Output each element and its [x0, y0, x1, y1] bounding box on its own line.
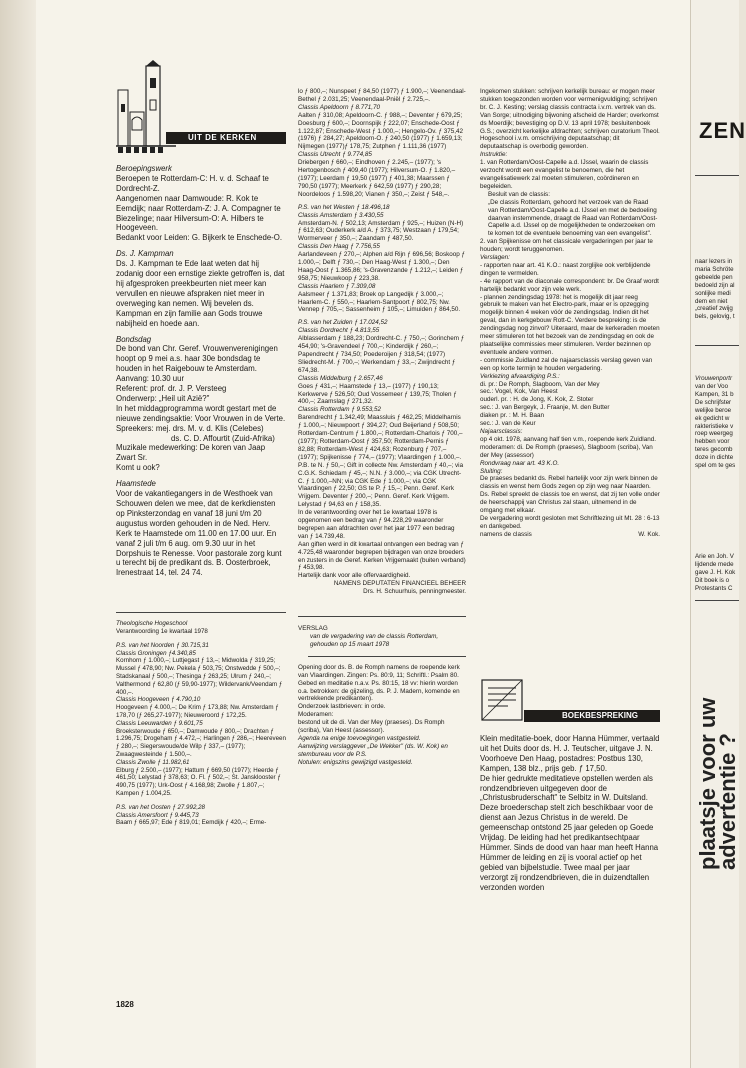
text-line: roep weergeg: [695, 430, 733, 438]
classis-title: Classis Dordrecht ƒ 4.813,55: [298, 327, 380, 335]
text-line: Onderwerp: „Heil uit Azië?": [116, 393, 210, 403]
paragraph: 1. van Rotterdam/Oost-Capelle a.d. IJssel, waarin de classis verzocht wordt een evangelist te benoemen, die het evangelisatiewerk zal moeten stimuleren, coördineren en begeleiden.: [480, 159, 649, 190]
paragraph: Beroepen te Rotterdam-C: H. v. d. Schaaf te Dordrecht-Z.: [116, 173, 269, 193]
text-line: ouderl. pr. : H. de Jong, K. Kok, Z. Stoter: [480, 396, 594, 404]
text-line: di. pr.: De Romph, Slagboom, Van der Mey: [480, 380, 600, 388]
classis-title: Classis Zwolle ƒ 11.982,61: [116, 758, 190, 766]
text-line: dem en niet: [695, 297, 728, 305]
paragraph: De praeses bedankt ds. Rebel hartelijk voor zijn werk binnen de classis en wenst hem Gods zegen op zijn weg naar Naarden.: [480, 475, 658, 491]
book-review-title: BOEKBESPREKING: [524, 710, 660, 722]
donation-list: Elburg ƒ 2.500,– (1977); Hattum ƒ 669,50 (1977); Heerde ƒ 461,50; Lelystad ƒ 378,63; O. Fl. ƒ 502,–; St. Jansklooster ƒ 490,75 (1977); Urk-Oost ƒ 4.168,98; Zwolle ƒ 1.807,–; Kampen ƒ 1.004,25.: [116, 766, 281, 797]
region-title: P.S. van het Westen ƒ 18.496,18: [298, 203, 390, 211]
divider: [695, 175, 739, 176]
text-line: Aanvang: 10.30 uur: [116, 374, 185, 384]
column-finance: [298, 88, 466, 767]
next-page-text: [695, 553, 735, 593]
text-line: Referent: prof. dr. J. P. Versteeg: [116, 384, 227, 394]
divider: [298, 616, 466, 617]
section-title: Beroepingswerk: [116, 164, 172, 173]
paragraph: op 4 okt. 1978, aanvang half tien v.m., roepende kerk Zuidland.: [480, 435, 656, 443]
paragraph: - commissie Zuidland zal de najaarsclassis verslag geven van een op korte termijn te houden vergadering.: [480, 356, 653, 372]
paragraph: Moderamen:: [298, 711, 334, 719]
text-line: sec.: J. van Bergeyk, J. Fraanje, M. den Butter: [480, 404, 610, 412]
divider: [695, 600, 739, 601]
paragraph: Gebed en meditatie n.a.v. Ps. 80:15, 18 vv: hierin worden o.a. betrokken: de gijzeling, ds. P. J. Madern, komende en vertrekkende predikanten).: [298, 679, 460, 703]
divider: [308, 656, 466, 657]
donation-list: Driebergen ƒ 660,–; Eindhoven ƒ 2.245,– (1977); 's Hertogenbosch ƒ 409,40 (1977); Hilversum-O. ƒ 1.820,– (1977); Leerdam ƒ 19,50 (1977) ƒ 401,38; Maarssen ƒ 790,50 (1977); Meerkerk ƒ 642,59 (1977) ƒ 290,28; Noordeloos ƒ 1.598,20; Vianen ƒ 350,–; Zeist ƒ 548,–.: [298, 159, 456, 198]
paragraph: Muzikale medewerking: De koren van Jaap Zwart Sr.: [116, 443, 266, 463]
paragraph: „De classis Rotterdam, gehoord het verzoek van de Raad van Rotterdam/Oost-Capelle a.d. IJssel en met de bedoeling daarvan instemmende, draagt de Raad van Rotterdam/Oost-Capelle a.d. IJssel op de mogelijkheden te onderzoeken om te komen tot de eventuele benoeming van een evangelist".: [488, 198, 658, 238]
column-report: [480, 88, 660, 539]
donation-list: Aalsmeer ƒ 1.371,83; Broek op Langedijk ƒ 3.000,–; Haarlem-C. ƒ 550,–; Haarlem-Santpoort ƒ 802,75; Nw. Vennep ƒ 705,–; Sassenheim ƒ 105,–; Limuiden ƒ 864,50.: [298, 290, 461, 314]
paragraph: De bond van Chr. Geref. Vrouwenverenigingen hoopt op 9 mei a.s. haar 30e bondsdag te houden in het Raigebouw te Amsterdam.: [116, 344, 278, 374]
donation-list: Aarlandeveen ƒ 270,–; Alphen a/d Rijn ƒ 696,56; Boskoop ƒ 1.000,–; Delft ƒ 730,–; Den Haag-West ƒ 1.300,–; Den Haag-Oost ƒ 1.365,86; 's-Gravenzande ƒ 1.212,–; Leiden ƒ 958,75; Nieuwkoop ƒ 223,38.: [298, 251, 465, 282]
classis-title: Classis Hoogeveen ƒ 4.790,10: [116, 696, 201, 704]
donation-list: Kornhorn ƒ 1.000,–; Luttjegast ƒ 13,–; Midwolda ƒ 319,25; Mussel ƒ 478,90; Nw. Pekela ƒ 503,75; Onstwedde ƒ 500,–; Stadskanaal ƒ 500,–; Thesinga ƒ 263,25; Ulrum ƒ 240,–; Valthermond ƒ 62,80 (ƒ 59,90-1977); Wildervank/Veendam ƒ 400,–.: [116, 657, 283, 696]
text-line: gave J. H. Kok: [695, 568, 736, 576]
book-review: [480, 734, 660, 893]
fence-ornament: [116, 146, 176, 154]
fin-heading: Verantwoording 1e kwartaal 1978: [116, 628, 208, 636]
text-line: ds. C. D. Affourtit (Zuid-Afrika): [171, 433, 275, 443]
paragraph: Bedankt voor Leiden: G. Bijkerk te Enschede-O.: [116, 233, 282, 243]
report-title: VERSLAG: [298, 625, 328, 633]
paragraph: In het middagprogramma wordt gestart met de nieuwe zendingsaktie: Voor Vrouwen in de Verte.: [116, 403, 286, 423]
next-page-text: [695, 258, 735, 321]
paragraph: Aangenomen naar Damwoude: R. Kok te Eemdijk; naar Rotterdam-Z: J. A. Compagner te Biezelinge; naar Hilversum-O: A. Hilbers te Hoogeveen.: [116, 193, 281, 233]
subheading: Instruktie:: [480, 151, 508, 159]
text-line: lijdende mede: [695, 560, 734, 568]
paragraph: - rapporten naar art. 41 K.O.: naast zorglijke ook verblijdende dingen te vermelden.: [480, 261, 651, 277]
paragraph: Klein meditatie-boek, door Hanna Hümmer, vertaald uit het Duits door ds. H. J. Teutscher, uitgave J. N. Voorhoeve Den Haag, postadres: Postbus 130, Kampen, 138 blz., prijs geb. ƒ 17,50.: [480, 734, 660, 773]
text-line: Komt u ook?: [116, 463, 160, 473]
subheading: Verslagen:: [480, 254, 510, 262]
signature-label: namens de classis: [480, 530, 532, 538]
donation-list: lo ƒ 800,–; Nunspeet ƒ 84,50 (1977) ƒ 1.900,–; Veenendaal-Bethel ƒ 2.031,25; Veenendaal-Pniël ƒ 2.725,–.: [298, 88, 466, 103]
section-title: Bondsdag: [116, 334, 152, 344]
donation-list: Hoogeveen ƒ 4.000,–; De Krim ƒ 173,88; Nw. Amsterdam ƒ 178,70 (ƒ 265,27-1977); Nieuweroord ƒ 172,25.: [116, 704, 279, 720]
region-title: P.S. van het Oosten ƒ 27.992,28: [116, 803, 205, 811]
text-line: naar lezers in: [695, 258, 733, 265]
text-line: hebben voor: [695, 438, 730, 446]
classis-title: Classis Apeldoorn ƒ 8.771,70: [298, 103, 381, 111]
region-title: P.S. van het Zuiden ƒ 17.024,52: [298, 319, 388, 327]
paragraph: De hier gedrukte meditatieve opstellen werden als rondzendbrieven uitgegeven door de „Christusbruderschaft" te Selbitz in W. Duitsland. Deze broederschap stelt zich beschikbaar voor de dienst aan Jezus Christus in de wereld. De gemeenschap ontstond 25 jaar geleden op Goede Vrijdag. De leiding had het predikantsechtpaar Hümmer. Sinds de dood van haar man heeft Hanna Hümmer de leiding en zij is vooral actief op het gebied van bijbelstudie. Twee maal per jaar verzorgt zij rondzendbrieven, die in duizendtallen verzonden worden: [480, 773, 659, 892]
report-subtitle: van de vergadering van de classis Rotterdam, gehouden op 15 maart 1978: [310, 633, 439, 648]
section-title: Ds. J. Kampman: [116, 249, 174, 259]
paragraph: - 4e rapport van de diaconale correspondent: br. De Graaf wordt hartelijk bedankt voor zijn vele werk.: [480, 277, 659, 293]
text-line: sec.: Vogel, Kok, Van Heest: [480, 388, 558, 396]
subheading: Rondvraag naar art. 43 K.O.: [480, 459, 560, 467]
classis-title: Classis Rotterdam ƒ 9.553,52: [298, 406, 381, 414]
text-line: Dit boek is o: [695, 576, 730, 584]
text-line: doze in dichte: [695, 454, 734, 462]
binding-edge: [0, 0, 36, 1068]
text-line: De schrijfster: [695, 398, 732, 406]
classis-title: Classis Haarlem ƒ 7.309,08: [298, 282, 376, 290]
signature: NAMENS DEPUTATEN FINANCIEEL BEHEER: [333, 580, 466, 588]
text-line: bedoeld zijn al: [695, 281, 735, 289]
divider: [695, 345, 739, 346]
paragraph: Aanwijzing verslaggever „De Wekker" (ds. W. Kok) en stembureau voor de P.S.: [298, 742, 448, 758]
text-line: Spreekers: mej. drs. M. v. d. Klis (Celebes): [116, 423, 264, 433]
paragraph: Aan giften werd in dit kwartaal ontvangen een bedrag van ƒ 4.725,48 waaronder begrepen bijdragen van onze broeders en zusters in de Geref. Kerken Vrijgemaakt (buiten verband) ƒ 453,98.: [298, 540, 466, 572]
column-church-news: [116, 164, 286, 827]
text-line: welijke beroe: [695, 406, 732, 414]
paragraph: Agenda na enige toevoegingen vastgesteld.: [298, 734, 421, 742]
church-banner: [116, 60, 286, 155]
text-line: diaken pr. : M. H. Baan: [480, 412, 545, 420]
paragraph: Ingekomen stukken: schrijven kerkelijk bureau: er mogen meer stukken toegezonden worden voor vermenigvuldiging; schrijven br. C. J. Kesting; verslag classis contracta i.v.m. vertrek van ds. Van Sorge; uitnodiging bijwoning afscheid de Harder; overkomst ds Moerdijk; bevestiging op D.V. 13 april 1978; besluitenboek G.S.; overzicht kerkelijke afdrachten; schrijven curatorium Theol. Hogeschool i.v.m. omschrijving deputaatschap; dit deputaatschap is overbodig geworden.: [480, 88, 660, 151]
text-line: rakteristieke v: [695, 422, 734, 430]
divider: [116, 612, 286, 613]
classis-title: Classis Den Haag ƒ 7.756,55: [298, 243, 380, 251]
paragraph: Onderzoek lastbrieven: in orde.: [298, 703, 386, 711]
page-number: 1828: [116, 1000, 134, 1009]
subheading: Verkiezing afvaardiging P.S.:: [480, 372, 560, 380]
fin-heading: Theologische Hogeschool: [116, 620, 188, 628]
paragraph: In de verantwoording over het 1e kwartaal 1978 is opgenomen een bedrag van ƒ 94.228,29 waaronder begrepen aan afdrachten over het jaar 1977 een bedrag van ƒ 14.739,48.: [298, 509, 455, 540]
classis-title: Classis Middelburg ƒ 2.657,46: [298, 374, 383, 382]
text-line: gebeelde pen: [695, 273, 733, 281]
donation-list: Goes ƒ 431,–; Haamstede ƒ 13,– (1977) ƒ 190,13; Kerkwerve ƒ 526,50; Oud Vossemeer ƒ 139,75; Tholen ƒ 400,–; Zaamslag ƒ 271,32.: [298, 382, 457, 406]
donation-list: Broeksterwoude ƒ 650,–; Damwoude ƒ 800,–; Drachten ƒ 1.296,75; Drogeham ƒ 4.472,–; Harlingen ƒ 286,–; Heereveen ƒ 280,–; Siegerswoude/de Wilp ƒ 337,– (1977); Zwaagwesteinde ƒ 1.500,–.: [116, 727, 286, 758]
text-line: Protestants C: [695, 584, 733, 592]
text-line: sec.: J. van de Keur: [480, 420, 536, 428]
paragraph: Ds. J. Kampman te Ede laat weten dat hij zodanig door een ernstige ziekte getroffen is, dat hij afgesproken preekbeurten niet meer kan vervullen en nieuwe afspraken niet meer in overweging kan nemen. Wij bevelen ds. Kampman en zijn familie aan Gods trouwe nabijheid en hoede aan.: [116, 259, 285, 328]
paragraph: De vergadering wordt gesloten met Schriftlezing uit Mt. 28 : 6-13 en dankgebed.: [480, 514, 660, 530]
text-line: sonlijke medi: [695, 289, 731, 297]
donation-list: Barendrecht ƒ 1.342,49; Maassluis ƒ 462,25; Middelharnis ƒ 1.000,–; Nieuwpoort ƒ 394,27; Oud Beijerland ƒ 508,50; Rotterdam-Centrum ƒ 1.800,–; Rotterdam-Charlois ƒ 700,– (1977); Rotterdam-Oost ƒ 357,50; Rotterdam-Pernis ƒ 82,88; Rotterdam-West ƒ 424,63; Rozenburg ƒ 707,– (1977); Spijkenisse ƒ 774,– (1977); Vlaardingen ƒ 1.000,–.: [298, 414, 463, 461]
paragraph: Ds. Rebel spreekt de classis toe en wenst, dat zij ten volle onder de heerschappij van Christus zal staan, uitnemend in de omgang met elkaar.: [480, 491, 660, 515]
donation-list: Alblasserdam ƒ 188,23; Dordrecht-C. ƒ 750,–; Gorinchem ƒ 454,90; 's-Gravendeel ƒ 700,–; Kinderdijk ƒ 260,–; Papendrecht ƒ 734,50; Poederoijen ƒ 318,54; (1977) Sliedrecht-M. ƒ 700,–; Werkendam ƒ 33,–; Zwijndrecht ƒ 674,38.: [298, 335, 465, 374]
ad-line-2: advertentie ?: [715, 733, 740, 870]
text-line: ek gedicht w: [695, 414, 730, 422]
next-page-text: [695, 383, 735, 470]
text-line: maria Schröte: [695, 265, 734, 273]
paragraph: Besluit van de classis:: [488, 190, 550, 198]
paragraph: moderamen: di. De Romph (praeses), Slagboom (scriba), Van der Mey (assessor): [480, 443, 653, 459]
classis-title: Classis Amsterdam ƒ 3.430,55: [298, 211, 384, 219]
paragraph: Voor de vakantiegangers in de Westhoek van Schouwen delen we mee, dat de kerkdiensten op Pinksterzondag en vanaf 18 juni t/m 20 augustus worden gehouden in de Ned. Herv. Kerk te Haamstede om 11.00 en 17.00 uur. En vanaf 2 juli t/m 6 aug. om 9.30 uur in het Dorpshuis te Renesse. Voor pastorale zorg kunt u terecht bij de predikant ds. B. Oosterbroek, Irenestraat 14, tel. 24 74.: [116, 489, 282, 578]
subheading: Sluiting:: [480, 467, 503, 475]
region-title: P.S. van het Noorden ƒ 30.715,31: [116, 641, 209, 649]
banner-title: UIT DE KERKEN: [166, 132, 286, 144]
text-line: Arie en Joh. V: [695, 553, 734, 560]
paragraph: Notulen: enigszins gewijzigd vastgesteld.: [298, 758, 413, 766]
ad-line-1: plaatsje voor uw: [695, 697, 720, 870]
section-title: Haamstede: [116, 479, 156, 489]
paragraph: Opening door ds. B. de Romph namens de roepende kerk van Vlaardingen. Zingen: Ps. 80:9, 11; Schriftl.: Psalm 80.: [298, 663, 460, 679]
donation-list: Amsterdam-N. ƒ 502,13; Amsterdam ƒ 925,–; Huizen (N-H) ƒ 612,63; Ouderkerk a/d A. ƒ 373,75; Westzaan ƒ 179,54; Wormerveer ƒ 350,–; Zaandam ƒ 487,50.: [298, 219, 464, 243]
signature: Drs. H. Schuurhuis, penningmeester.: [363, 588, 466, 596]
paragraph: bestond uit de di. Van der Mey (praeses). Ds Romph (scriba), Van Heest (assessor).: [298, 719, 445, 735]
subheading: Najaarsclassis:: [480, 427, 523, 435]
text-line: Vrouwenportr: [695, 375, 733, 382]
text-line: spel om te ges: [695, 462, 736, 470]
text-line: Kampen, 31 b: [695, 390, 734, 398]
next-page-text: [695, 375, 732, 383]
donation-list: P.B. te N. ƒ 50,–; Gift in collecte Nw. Amsterdam ƒ 40,–; via C.G.K. Schiedam ƒ 45,–; N.N. ƒ 3.000,–; via CGK Utrecht-C. ƒ 1.000,–NN; via CGK Ede ƒ 1.000,–; via CGK Vlaardingen ƒ 22,50; GS te P. ƒ 15,–; Penn. Geref. Kerk Vrijgem. Deventer ƒ 200,–; Penn. Geref. Kerk Vrijgem. Lelystad ƒ 94,63 en ƒ 158,35.: [298, 461, 464, 509]
classis-title: Classis Groningen ƒ4.340,85: [116, 649, 196, 657]
paragraph: 2. van Spijkenisse om het classicale vergaderingen per jaar te houden; wordt teruggenomen.: [480, 238, 653, 254]
classis-title: Classis Leeuwarden ƒ 9.601,75: [116, 719, 203, 727]
text-line: bels, gelovig, t: [695, 313, 735, 321]
text-line: teres gecomb: [695, 446, 733, 454]
donation-list: Aalten ƒ 310,08; Apeldoorn-C. ƒ 988,–; Deventer ƒ 679,25; Doesburg ƒ 600,–; Doornspijk ƒ 222,07; Enschede-Oost ƒ 1.122,87; Enschede-West ƒ 1.000,–; Hengelo-Ov. ƒ 375,42 (1976) ƒ 284,27; Apeldoorn-O. ƒ 240,50 (1977) ƒ 1.659,13; Nijmegen (1977)ƒ 178,75; Zutphen ƒ 1.111,36 (1977): [298, 111, 463, 151]
donation-list: Baam ƒ 665,97; Ede ƒ 819,01; Eemdijk ƒ 420,–; Erme-: [116, 819, 267, 827]
text-line: „creatief zwijg: [695, 305, 733, 313]
classis-title: Classis Amersfoort ƒ 9.445,73: [116, 811, 199, 819]
signature-name: W. Kok.: [638, 530, 660, 538]
classis-title: Classis Utrecht ƒ 9.774,85: [298, 151, 372, 159]
paragraph: - plannen zendingsdag 1978: het is mogelijk dit jaar reeg gebruik te maken van het Electro-park, maar er is opzegging mogelijk binnen 4 weken vóór de zendingsdag. Indien dit het geval, dan in kerkgebouw Rott-C. Verdere bespreking: is de zendingsdag nog zinvol? Uiteraard, maar de kerkeraden moeten meer stimuleren tot het bezoek van de zendingsdag en ook de plaatselijke commissies meer stimuleren. Verder bezinnen op eventuele andere vormen.: [480, 293, 660, 356]
signature: [480, 531, 660, 539]
paragraph: Hartelijk dank voor alle offervaardigheid.: [298, 572, 411, 580]
text-line: van der Voo: [695, 383, 729, 390]
next-page-title: ZEN: [699, 118, 746, 143]
next-page-edge: [690, 0, 746, 1068]
